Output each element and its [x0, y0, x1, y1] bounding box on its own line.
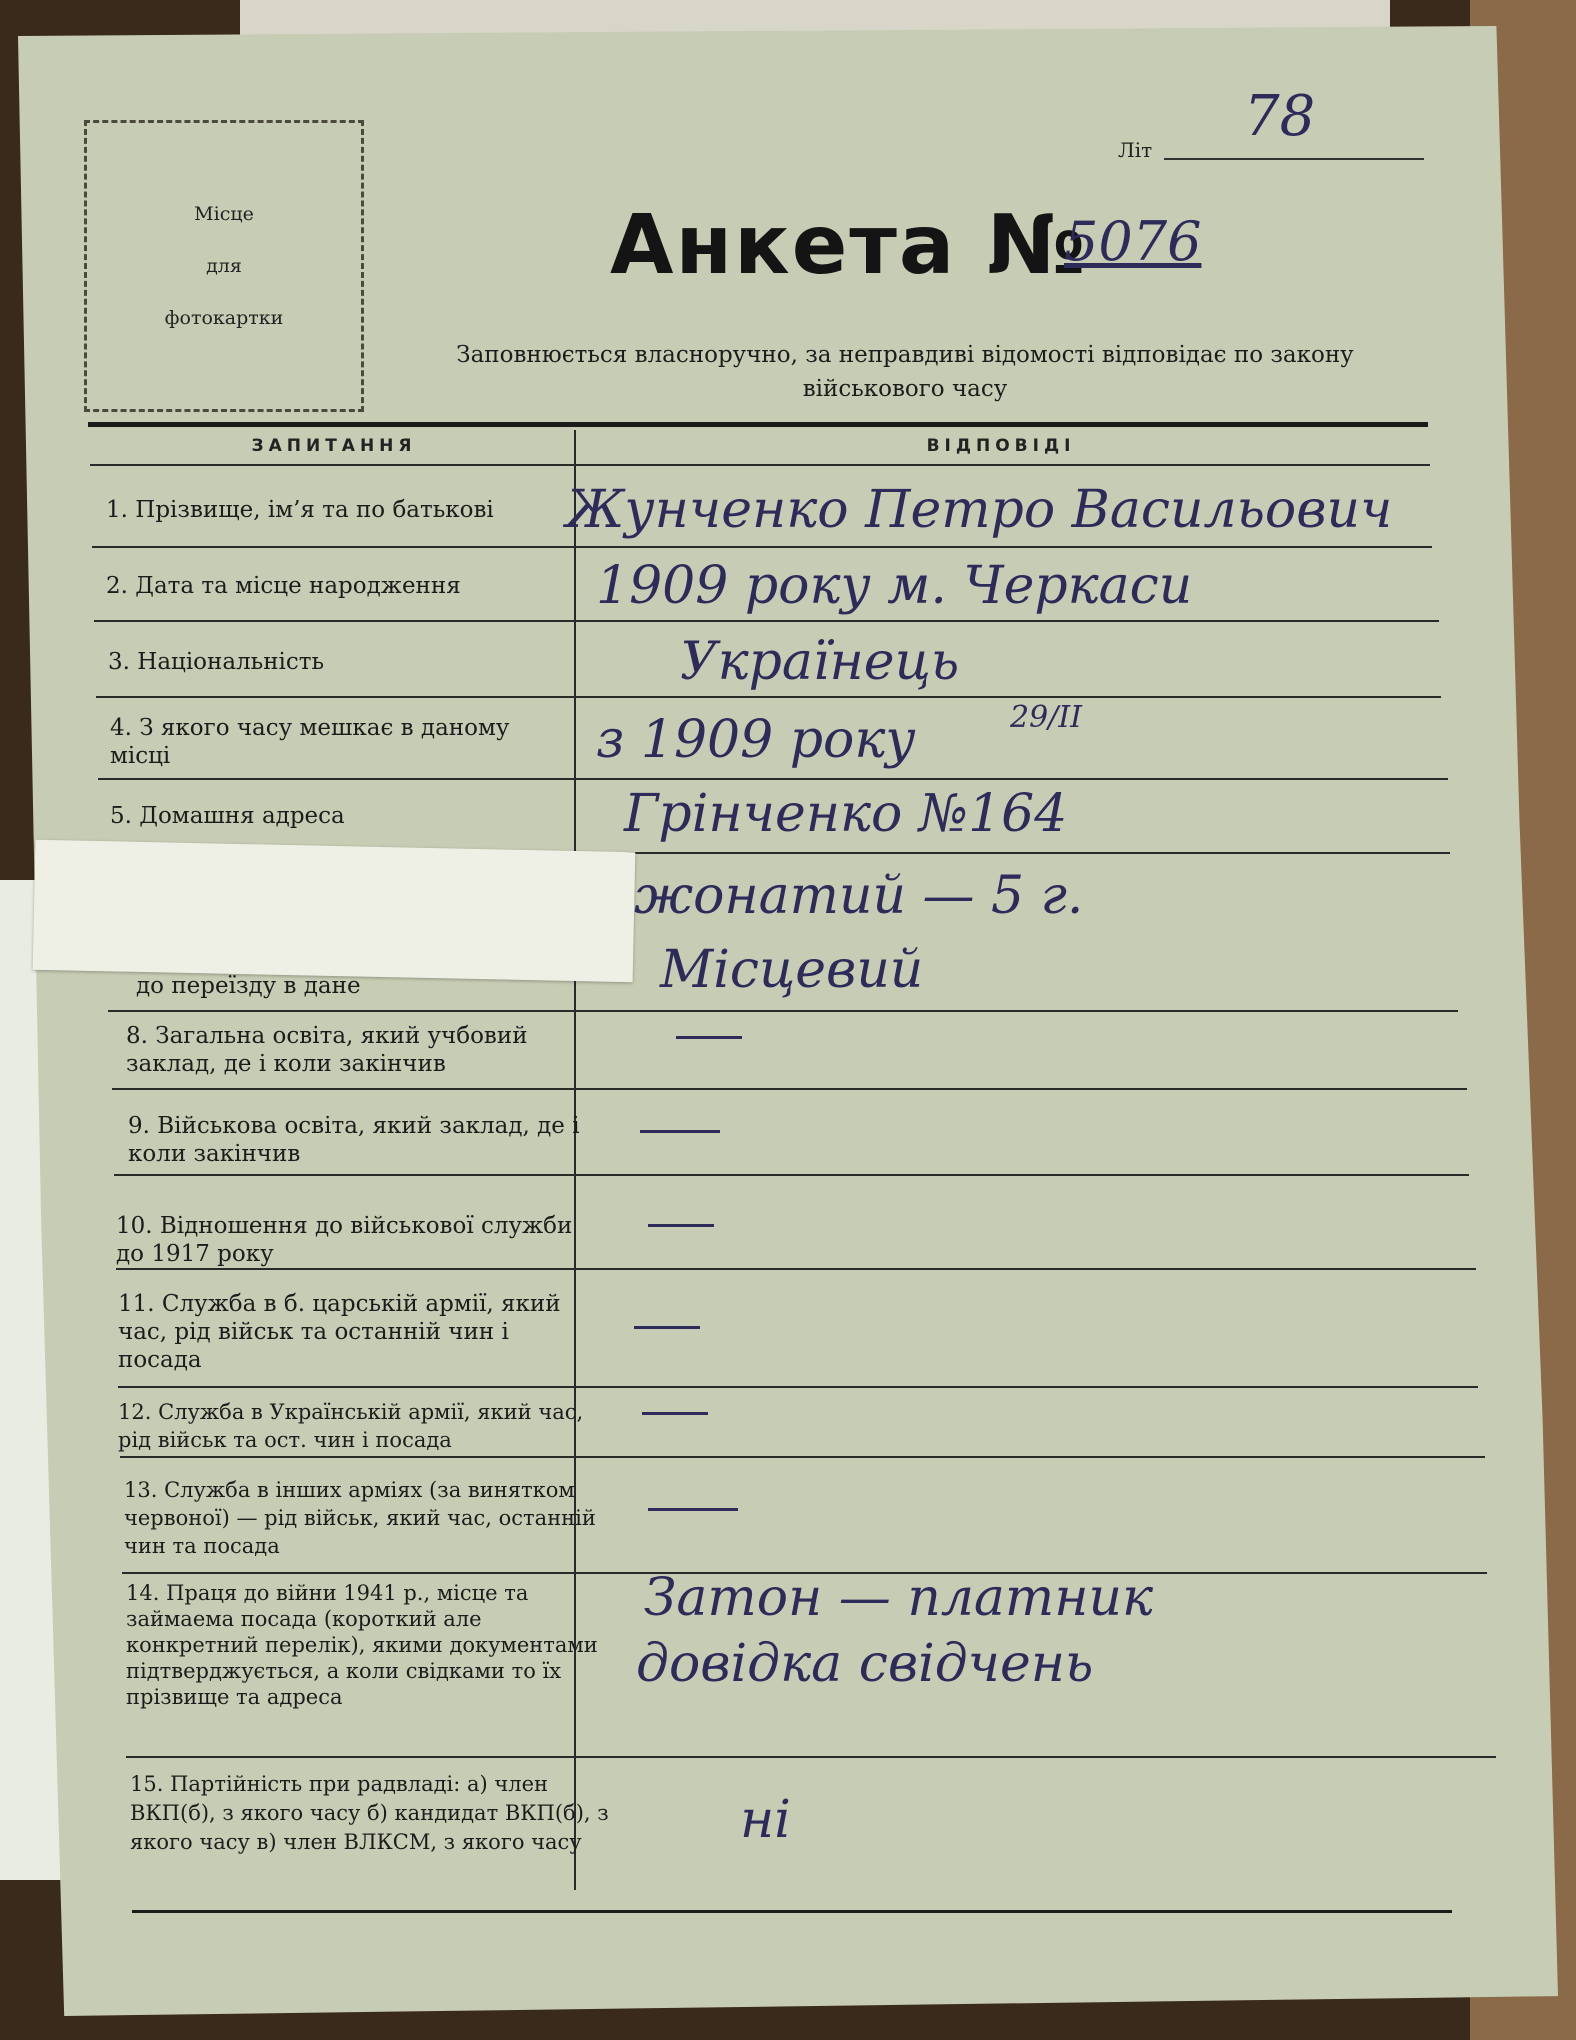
lit-value: 78 — [1244, 84, 1316, 149]
row-line — [118, 1386, 1478, 1388]
answer-dash-11 — [634, 1326, 700, 1329]
footer-rule — [132, 1910, 1452, 1913]
row-line — [92, 546, 1432, 548]
question-7-fragment: до переїзду в дане — [136, 973, 361, 999]
row-line — [126, 1756, 1496, 1758]
row-line — [108, 1010, 1458, 1012]
question-5: 5. Домашня адреса — [110, 803, 345, 829]
answer-7: Місцевий — [660, 940, 924, 1000]
question-15: 15. Партійність при радвладі: а) член ВКП(б), з якого часу б) кандидат ВКП(б), з якого часу в) член ВЛКСМ, з якого часу — [130, 1772, 609, 1854]
row-line — [116, 1268, 1476, 1270]
photo-label-line3: фотокартки — [164, 307, 284, 329]
answer-5: Грінченко №164 — [624, 784, 1068, 844]
answer-2: 1909 року м. Черкаси — [596, 556, 1193, 616]
form-title: Анкета № — [610, 198, 1088, 293]
answer-dash-13 — [648, 1508, 738, 1511]
row-line — [94, 620, 1439, 622]
lit-line — [1164, 158, 1424, 160]
question-4: 4. З якого часу мешкає в даному місці — [110, 715, 510, 769]
answer-dash-10 — [648, 1224, 714, 1227]
photo-placeholder — [84, 120, 364, 412]
answer-3: Українець — [680, 632, 960, 692]
answer-dash-12 — [642, 1412, 708, 1415]
row-line — [96, 696, 1441, 698]
header-answers: ВІДПОВІДІ — [926, 436, 1076, 456]
row-line — [90, 464, 1430, 466]
row-line — [98, 778, 1448, 780]
answer-4-note: 29/ІІ — [1010, 700, 1082, 735]
paper-strip — [33, 840, 636, 983]
photo-label-line2: для — [206, 255, 242, 277]
answer-14-line2: довідка свідчень — [636, 1634, 1094, 1694]
answer-4: з 1909 року — [596, 710, 916, 770]
header-rule — [88, 422, 1428, 427]
question-8: 8. Загальна освіта, який учбовий заклад, де і коли закінчив — [126, 1023, 528, 1077]
question-11: 11. Служба в б. царській армії, який час, рід військ та останній чин і посада — [118, 1291, 561, 1373]
question-1: 1. Прізвище, ім’я та по батькові — [106, 497, 494, 523]
answer-dash-8 — [676, 1036, 742, 1039]
photo-label-line1: Місце — [194, 203, 254, 225]
form-number: 5076 — [1064, 210, 1202, 273]
row-line — [114, 1174, 1469, 1176]
answer-1: Жунченко Петро Васильович — [566, 480, 1393, 540]
question-12: 12. Служба в Українській армії, який час, рід військ та ост. чин і посада — [118, 1400, 584, 1452]
header-questions: ЗАПИТАННЯ — [251, 436, 417, 456]
answer-15: ні — [740, 1790, 791, 1850]
question-2: 2. Дата та місце народження — [106, 573, 461, 599]
question-13: 13. Служба в інших арміях (за винятком червоної) — рід військ, який час, останній чин та посада — [124, 1478, 596, 1558]
row-line — [120, 1456, 1485, 1458]
answer-dash-9 — [640, 1130, 720, 1133]
form-subtitle: Заповнюється власноручно, за неправдиві відомості відповідає по закону військового часу — [456, 342, 1354, 402]
row-line — [112, 1088, 1467, 1090]
question-3: 3. Національність — [108, 649, 325, 675]
answer-14-line1: Затон — платник — [644, 1568, 1154, 1628]
lit-label: Літ — [1118, 138, 1153, 162]
question-9: 9. Військова освіта, який заклад, де і коли закінчив — [128, 1113, 580, 1167]
question-10: 10. Відношення до військової служби до 1917 року — [116, 1213, 573, 1267]
answer-6: жонатий — 5 г. — [634, 866, 1084, 926]
question-14: 14. Праця до війни 1941 р., місце та займаема посада (короткий але конкретний перелік), якими документами підтверджується, а коли свідками то їх прізвище та адреса — [126, 1581, 598, 1709]
